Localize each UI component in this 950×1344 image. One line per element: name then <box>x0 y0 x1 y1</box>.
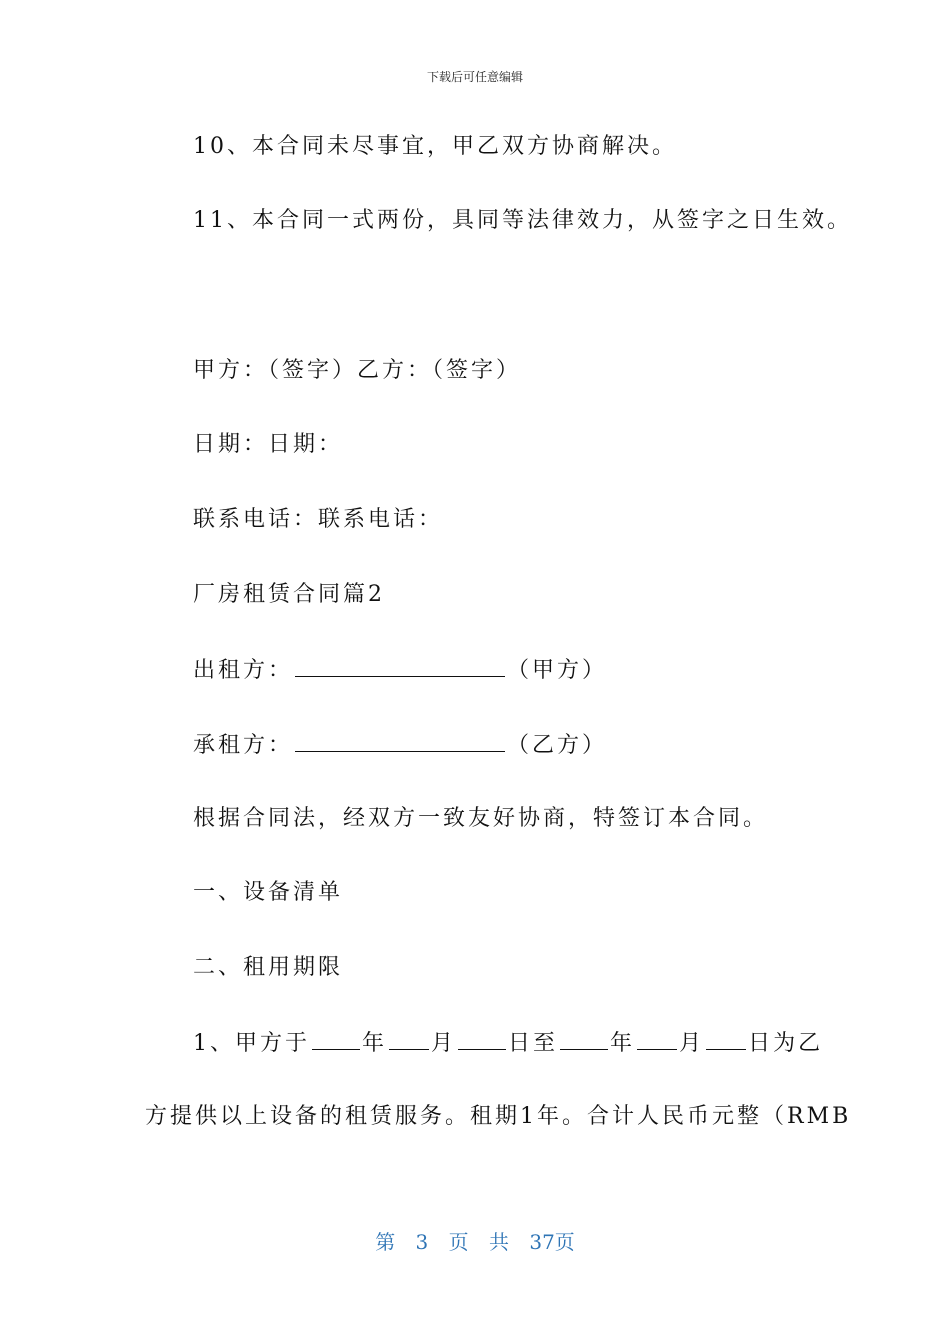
lessor-blank <box>295 654 505 677</box>
lessee-label: 承租方： <box>193 733 294 758</box>
footer-word-gong: 共 <box>489 1230 509 1254</box>
heading-equipment-list: 一、设备清单 <box>193 880 344 905</box>
section-title: 厂房租赁合同篇2 <box>193 582 385 607</box>
lessee-blank <box>295 729 505 752</box>
term-text-5: 年 <box>610 1031 636 1056</box>
lessor-label: 出租方： <box>193 658 294 683</box>
term-clause-continued: 方提供以上设备的租赁服务。租期1年。合计人民币元整（RMB <box>145 1104 852 1129</box>
footer-total-pages: 37页 <box>529 1230 575 1254</box>
lessee-line <box>193 729 607 761</box>
term-clause <box>193 1027 823 1059</box>
start-month-blank <box>389 1027 429 1050</box>
lessor-line <box>193 654 607 686</box>
date-line: 日期：日期： <box>193 432 344 457</box>
end-day-blank <box>706 1027 746 1050</box>
heading-lease-term: 二、租用期限 <box>193 955 344 980</box>
start-year-blank <box>312 1027 360 1050</box>
footer-word-ye: 页 <box>448 1230 469 1254</box>
clause-10: 10、本合同未尽事宜，甲乙双方协商解决。 <box>193 134 677 159</box>
lessor-suffix: （甲方） <box>507 658 608 683</box>
page-footer <box>0 1226 950 1255</box>
term-text-6: 月 <box>679 1031 705 1056</box>
lessee-suffix: （乙方） <box>507 733 608 758</box>
term-text-2: 年 <box>362 1031 388 1056</box>
term-text-1: 1、甲方于 <box>193 1031 310 1056</box>
footer-word-di: 第 <box>375 1230 396 1254</box>
preamble: 根据合同法，经双方一致友好协商，特签订本合同。 <box>193 806 769 831</box>
clause-11: 11、本合同一式两份，具同等法律效力，从签字之日生效。 <box>193 208 852 233</box>
header-note: 下载后可任意编辑 <box>426 70 523 84</box>
signature-line: 甲方：（签字）乙方：（签字） <box>193 358 522 383</box>
term-text-7: 日为乙 <box>748 1031 824 1056</box>
start-day-blank <box>458 1027 506 1050</box>
footer-page-number: 3 <box>415 1230 429 1254</box>
end-month-blank <box>637 1027 677 1050</box>
term-text-4: 日至 <box>508 1031 559 1056</box>
phone-line: 联系电话：联系电话： <box>193 507 444 532</box>
end-year-blank <box>560 1027 608 1050</box>
term-text-3: 月 <box>431 1031 457 1056</box>
